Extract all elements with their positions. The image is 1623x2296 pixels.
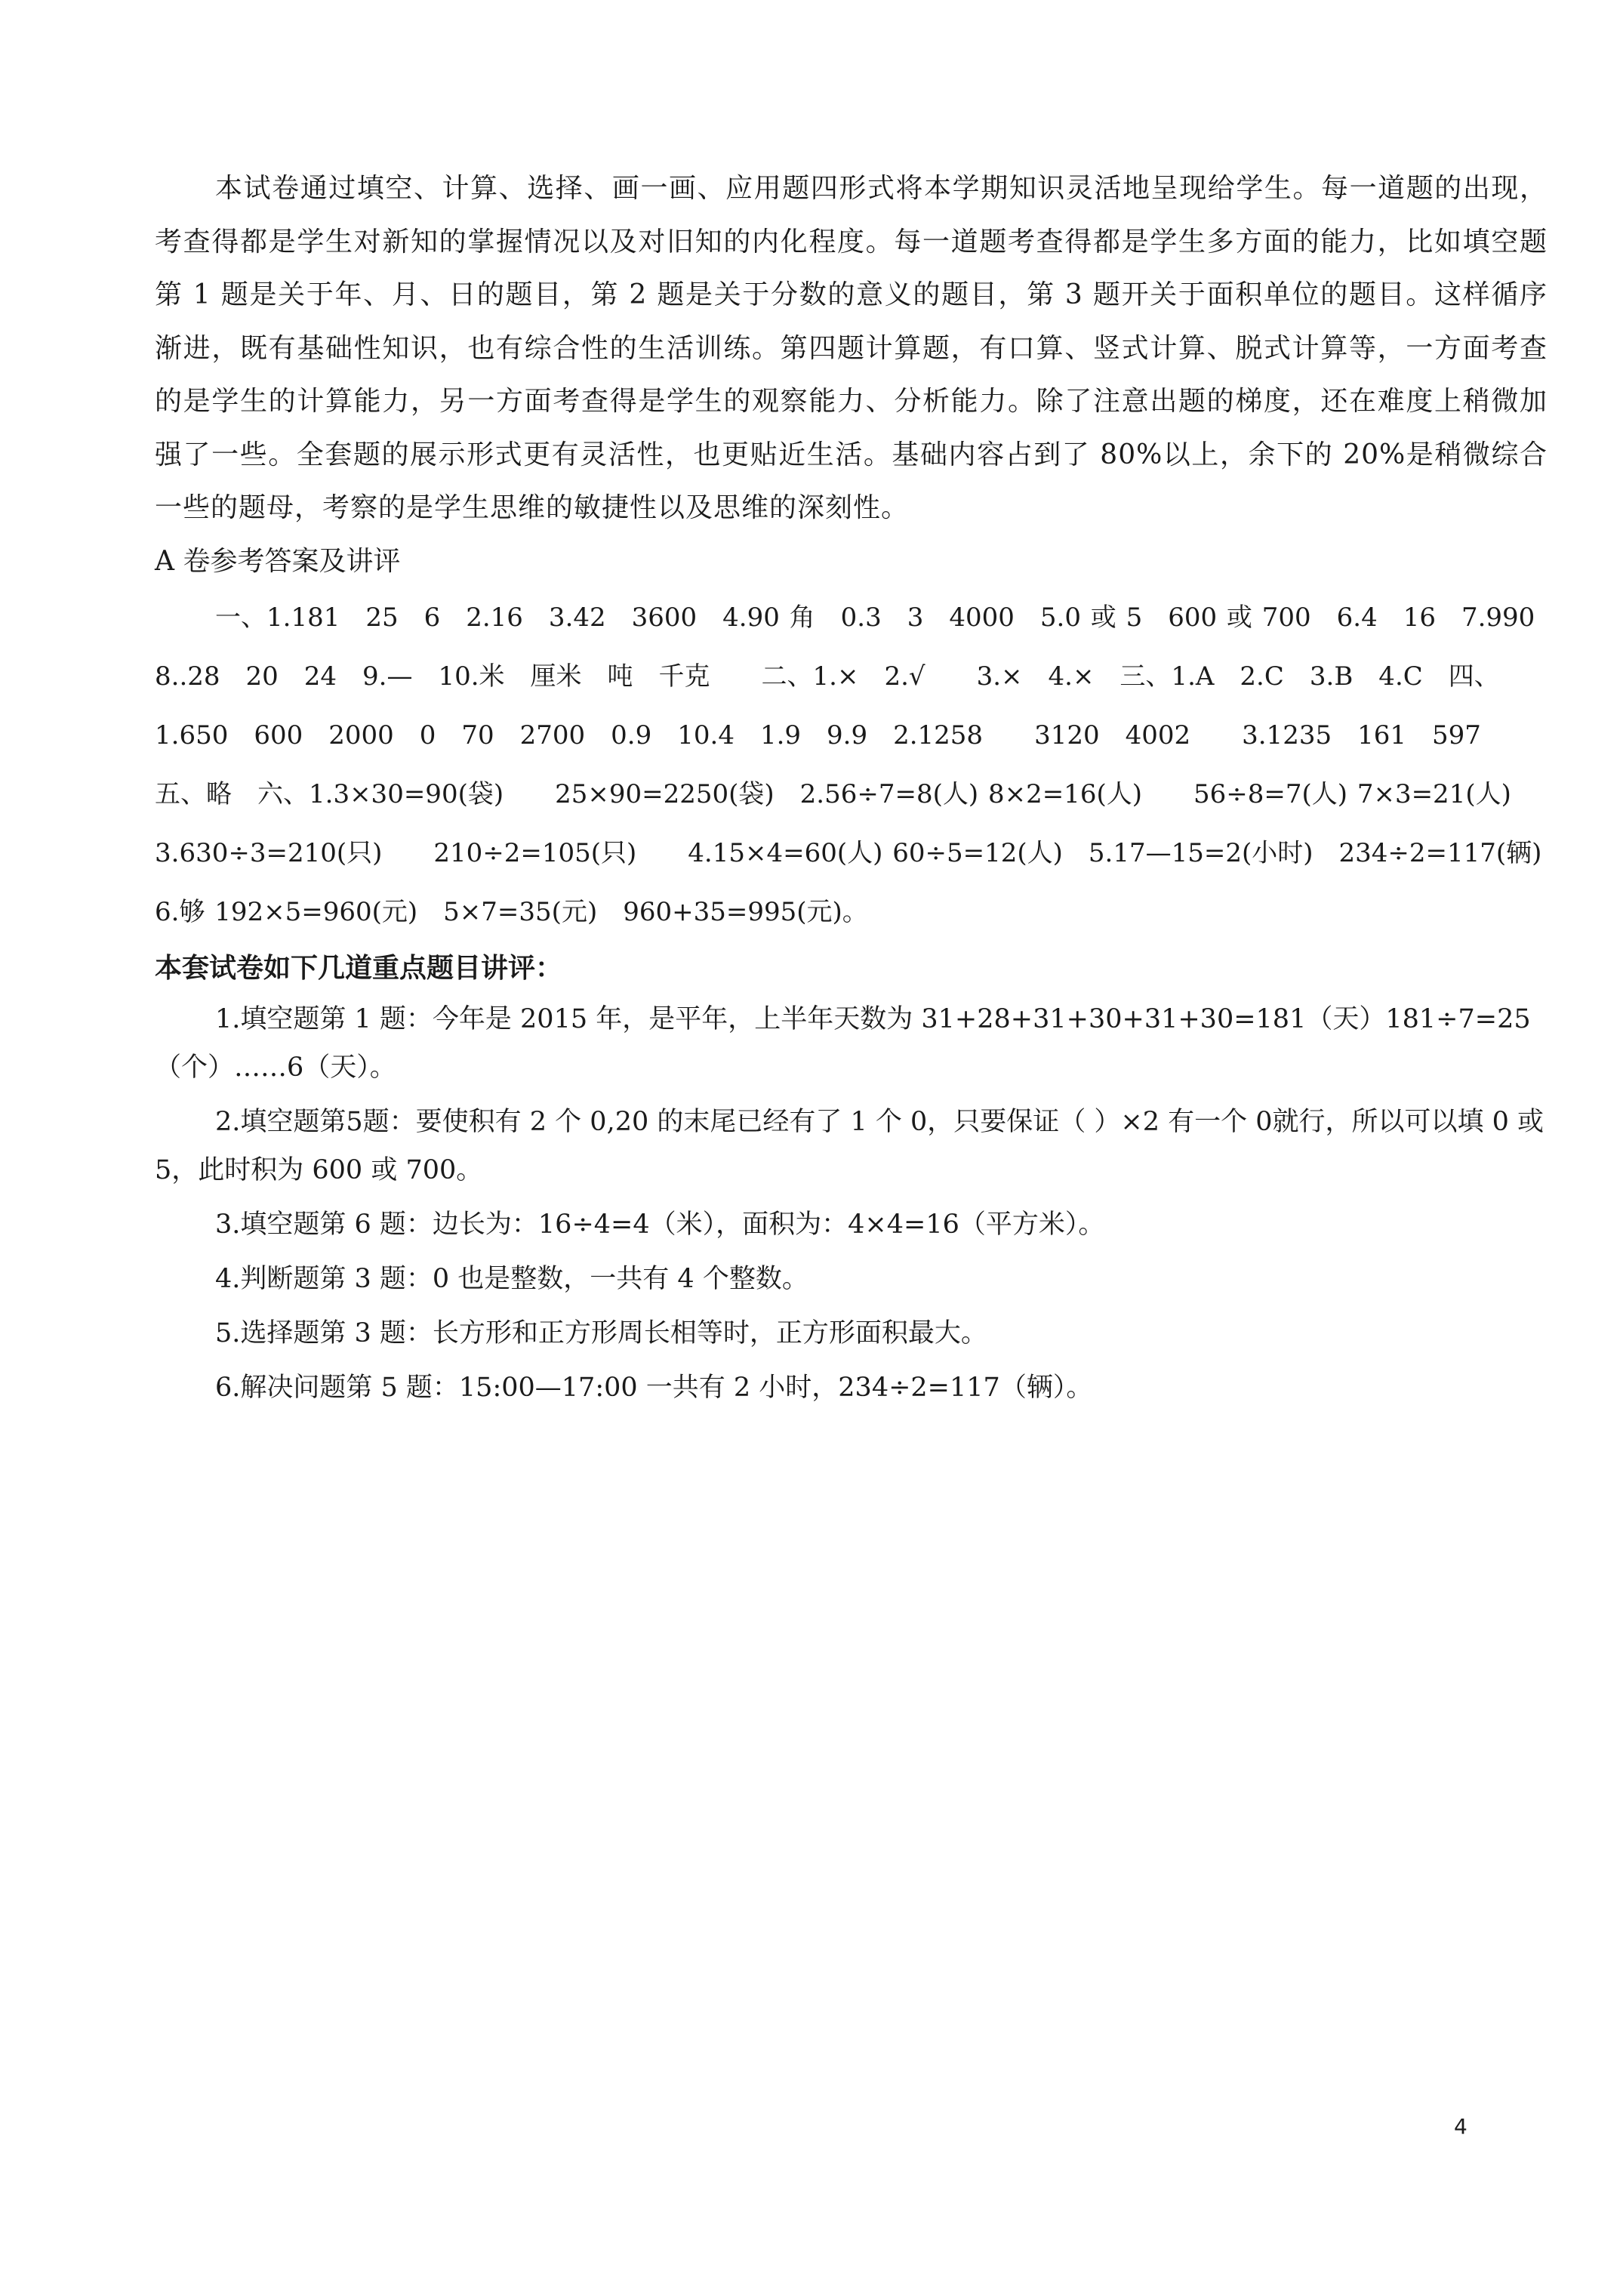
intro-paragraph: 本试卷通过填空、计算、选择、画一画、应用题四形式将本学期知识灵活地呈现给学生。每一道题的出现，考查得都是学生对新知的掌握情况以及对旧知的内化程度。每一道题考查得都是学生多方面的能力，比如填空题第 1 题是关于年、月、日的题目，第 2 题是关于分数的意义的题目，第 3 题开关于面积单位的题目。这样循序渐进，既有基础性知识，也有综合性的生活训练。第四题计算题，有口算、竖式计算、脱式计算等，一方面考查的是学生的计算能力，另一方面考查得是学生的观察能力、分析能力。除了注意出题的梯度，还在难度上稍微加强了一些。全套题的展示形式更有灵活性，也更贴近生活。基础内容占到了 80%以上，余下的 20%是稍微综合一些的题母，考察的是学生思维的敏捷性以及思维的深刻性。 — [155, 173, 1548, 523]
review-item-4: 4.判断题第 3 题：0 也是整数，一共有 4 个整数。 — [215, 1263, 808, 1294]
page-number: 4 — [1454, 2114, 1467, 2139]
review-list — [155, 995, 1548, 1412]
answer-key-paragraph: 一、1.181 25 6 2.16 3.42 3600 4.90 角 0.3 3 4000 5.0 或 5 600 或 700 6.4 16 7.990 8..28 20 24 9.— 10.米 厘米 吨 千克 二、1.× 2.√ 3.× 4.× 三、1.A 2.C 3.B 4.C 四、1.650 600 2000 0 70 2700 0.9 10.4 1.9 9.9 2.1258 3120 4002 3.1235 161 597 五、略 六、1.3×30=90(袋) 25×90=2250(袋) 2.56÷7=8(人) 8×2=16(人) 56÷8=7(人) 7×3=21(人) 3.630÷3=210(只) 210÷2=105(只) 4.15×4=60(人) 60÷5=12(人) 5.17—15=2(小时) 234÷2=117(辆) 6.够 192×5=960(元) 5×7=35(元) 960+35=995(元)。 — [155, 603, 1594, 927]
review-item-2: 2.填空题第5题：要使积有 2 个 0,20 的末尾已经有了 1 个 0，只要保证（ ）×2 有一个 0就行，所以可以填 0 或 5，此时积为 600 或 700。 — [155, 1106, 1544, 1185]
document-body — [155, 162, 1594, 1412]
review-heading: 本套试卷如下几道重点题目讲评： — [155, 952, 563, 984]
review-item-3: 3.填空题第 6 题：边长为：16÷4=4（米），面积为：4×4=16（平方米）。 — [215, 1209, 1105, 1240]
review-item-5: 5.选择题第 3 题：长方形和正方形周长相等时，正方形面积最大。 — [215, 1318, 987, 1348]
review-item-6: 6.解决问题第 5 题：15:00—17:00 一共有 2 小时，234÷2=117（辆）。 — [215, 1372, 1093, 1403]
review-item-1: 1.填空题第 1 题：今年是 2015 年，是平年，上半年天数为 31+28+31+30+31+30=181（天）181÷7=25（个）……6（天）。 — [155, 1003, 1531, 1083]
answer-heading: A 卷参考答案及讲评 — [155, 545, 401, 577]
